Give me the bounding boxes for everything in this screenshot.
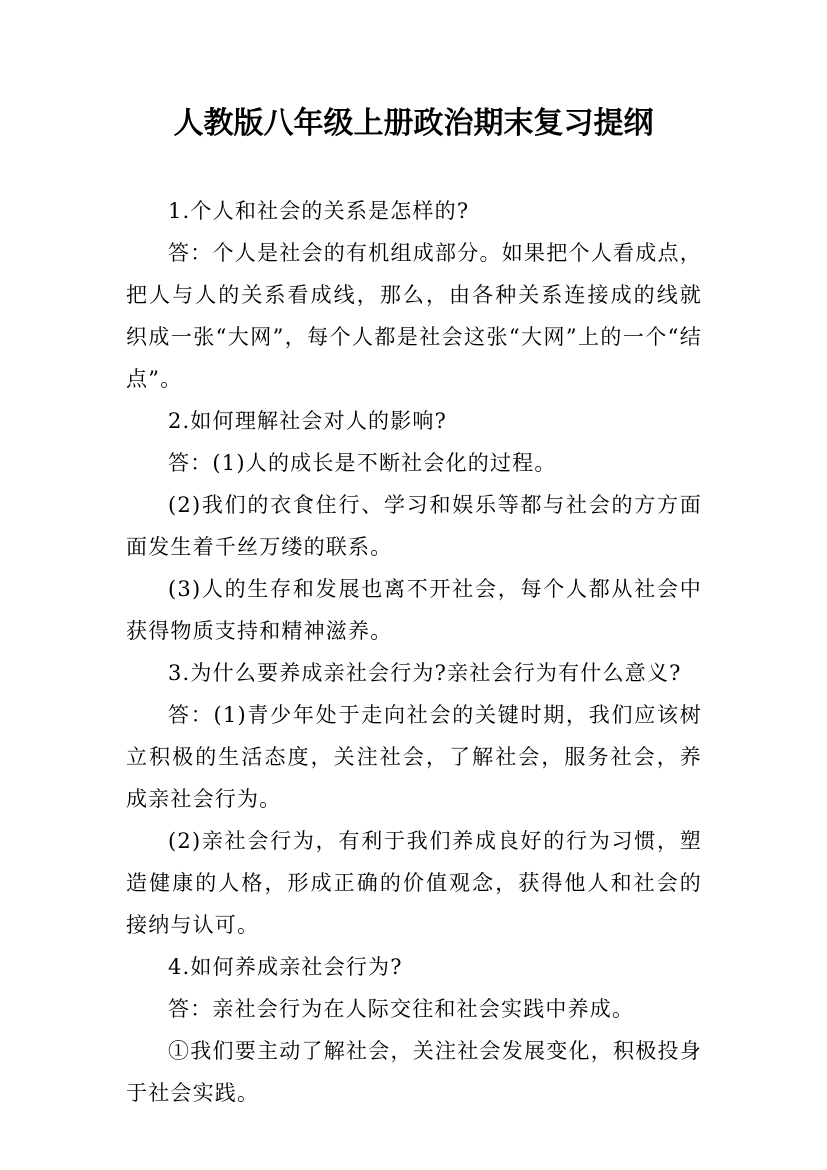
document-body bbox=[126, 190, 702, 1114]
answer-3-point-1: 答：(1)青少年处于走向社会的关键时期，我们应该树立积极的生活态度，关注社会，了解社会，服务社会，养成亲社会行为。 bbox=[126, 703, 702, 811]
question-1: 1.个人和社会的关系是怎样的? bbox=[168, 199, 470, 223]
answer-1: 答：个人是社会的有机组成部分。如果把个人看成点，把人与人的关系看成线，那么，由各种关系连接成的线就织成一张“大网”，每个人都是社会这张“大网”上的一个“结点”。 bbox=[126, 241, 702, 391]
answer-3-point-2: (2)亲社会行为，有利于我们养成良好的行为习惯，塑造健康的人格，形成正确的价值观念，获得他人和社会的接纳与认可。 bbox=[126, 829, 702, 937]
question-4: 4.如何养成亲社会行为? bbox=[168, 955, 403, 979]
answer-4-point-1: ①我们要主动了解社会，关注社会发展变化，积极投身于社会实践。 bbox=[126, 1039, 702, 1105]
answer-2-point-3: (3)人的生存和发展也离不开社会，每个人都从社会中获得物质支持和精神滋养。 bbox=[126, 577, 702, 643]
question-2: 2.如何理解社会对人的影响? bbox=[168, 409, 448, 433]
answer-2-point-1: 答：(1)人的成长是不断社会化的过程。 bbox=[168, 451, 557, 475]
answer-4: 答：亲社会行为在人际交往和社会实践中养成。 bbox=[168, 997, 635, 1021]
page-title: 人教版八年级上册政治期末复习提纲 bbox=[173, 106, 654, 141]
question-3: 3.为什么要养成亲社会行为?亲社会行为有什么意义? bbox=[168, 661, 682, 685]
answer-2-point-2: (2)我们的衣食住行、学习和娱乐等都与社会的方方面面发生着千丝万缕的联系。 bbox=[126, 493, 702, 559]
